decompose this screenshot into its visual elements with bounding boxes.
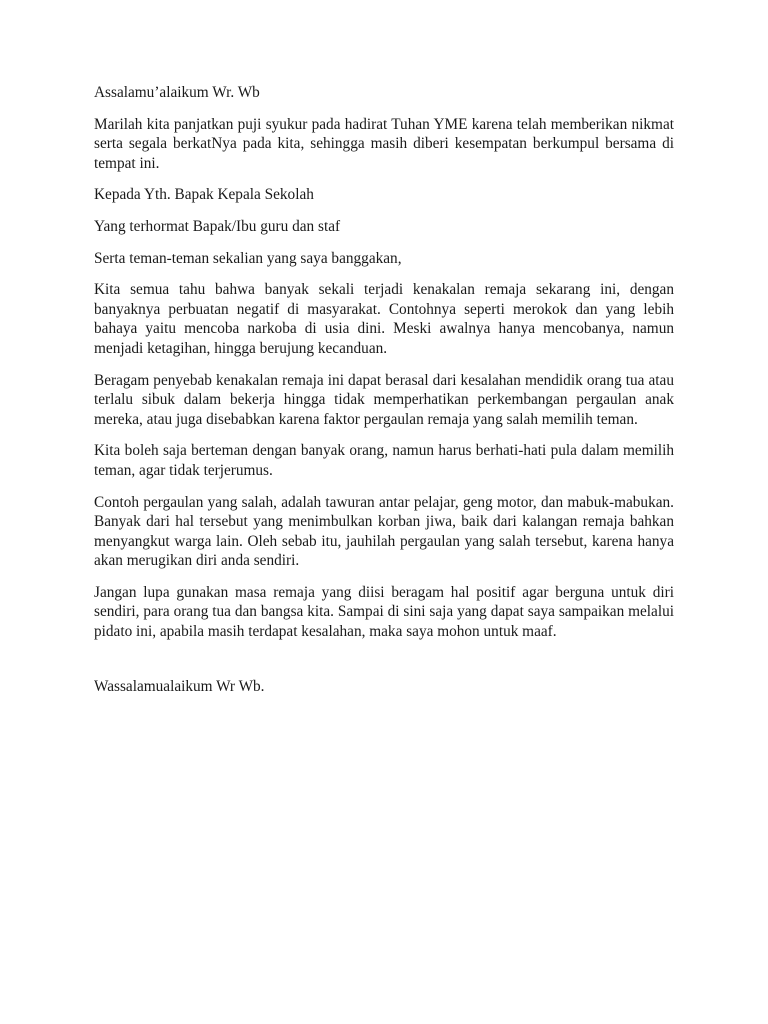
paragraph-causes: Beragam penyebab kenakalan remaja ini dapat berasal dari kesalahan mendidik orang tua atau terlalu sibuk dalam bekerja hingga tidak memperhatikan perkembangan pergaulan anak mereka, atau juga disebabkan karena faktor pergaulan remaja yang salah memilih teman. bbox=[94, 371, 674, 428]
paragraph-bad-examples: Contoh pergaulan yang salah, adalah tawuran antar pelajar, geng motor, dan mabuk-mabukan. Banyak dari hal tersebut yang menimbulkan korban jiwa, baik dari kalangan remaja bahkan menyangkut warga lain. Oleh sebab itu, jauhilah pergaulan yang salah tersebut, karena hanya akan merugikan diri anda sendiri. bbox=[94, 493, 674, 570]
paragraph-address-teachers: Yang terhormat Bapak/Ibu guru dan staf bbox=[94, 217, 341, 235]
paragraph-juvenile-delinquency: Kita semua tahu bahwa banyak sekali terjadi kenakalan remaja sekarang ini, dengan banyaknya perbuatan negatif di masyarakat. Contohnya seperti merokok dan yang lebih bahaya yaitu mencoba narkoba di usia dini. Meski awalnya hanya mencobanya, namun menjadi ketagihan, hingga berujung kecanduan. bbox=[94, 281, 674, 357]
document-body bbox=[94, 83, 674, 708]
closing-salutation: Wassalamualaikum Wr Wb. bbox=[94, 677, 265, 695]
paragraph-address-friends: Serta teman-teman sekalian yang saya banggakan, bbox=[94, 249, 402, 267]
greeting: Assalamu’alaikum Wr. Wb bbox=[94, 84, 260, 101]
paragraph-opening-prayer: Marilah kita panjatkan puji syukur pada hadirat Tuhan YME karena telah memberikan nikmat serta segala berkatNya pada kita, sehingga masih diberi kesempatan berkumpul bersama di tempat ini. bbox=[94, 115, 674, 172]
paragraph-choose-friends: Kita boleh saja berteman dengan banyak orang, namun harus berhati-hati pula dalam memilih teman, agar tidak terjerumus. bbox=[94, 442, 674, 479]
paragraph-conclusion: Jangan lupa gunakan masa remaja yang diisi beragam hal positif agar berguna untuk diri sendiri, para orang tua dan bangsa kita. Sampai di sini saja yang dapat saya sampaikan melalui pidato ini, apabila masih terdapat kesalahan, maka saya mohon untuk maaf. bbox=[94, 583, 674, 641]
paragraph-address-principal: Kepada Yth. Bapak Kepala Sekolah bbox=[94, 186, 314, 204]
